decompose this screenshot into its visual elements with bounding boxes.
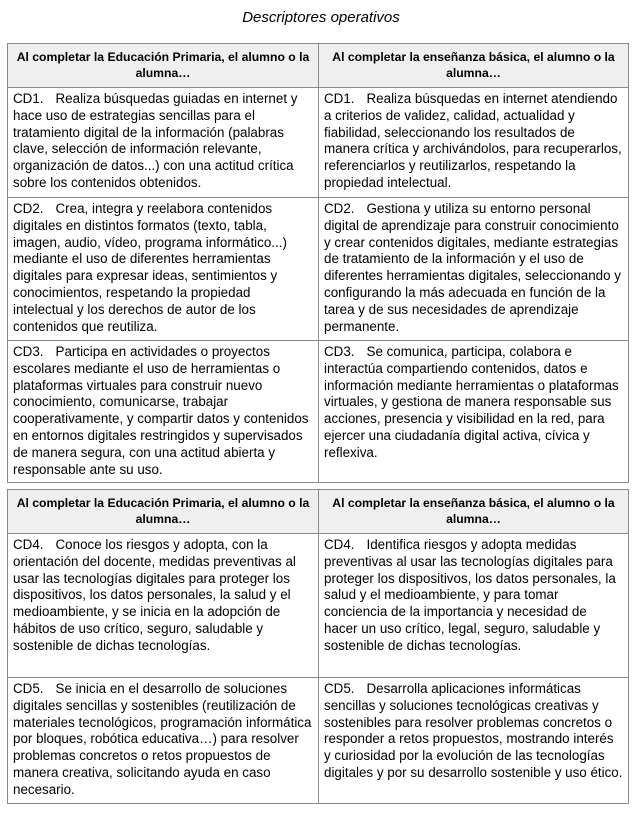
cell-basica-cd5 — [319, 678, 629, 804]
table-row-cd4 — [8, 534, 629, 678]
descriptor-code: CD2. — [13, 201, 44, 216]
descriptor-code: CD5. — [324, 681, 355, 696]
descriptor-text: Realiza búsquedas en internet atendiendo a criterios de validez, calidad, actualidad y fiabilidad, seleccionando los resultados de manera crítica y archivándolos, para recuperarlos, referenciarlos y reutilizarlos, respetando la propiedad intelectual. — [324, 91, 622, 190]
table-row-cd5 — [8, 678, 629, 804]
descriptor-code: CD4. — [324, 537, 355, 552]
descriptor-code: CD1. — [13, 91, 44, 106]
cell-basica-cd1 — [319, 88, 629, 198]
header-primaria: Al completar la Educación Primaria, el alumno o la alumna… — [8, 44, 319, 88]
descriptors-table-part-1 — [7, 43, 629, 483]
cell-basica-cd3 — [319, 341, 629, 483]
table-header-row — [8, 490, 629, 534]
cell-primaria-cd1 — [8, 88, 319, 198]
header-basica: Al completar la enseñanza básica, el alumno o la alumna… — [319, 44, 629, 88]
descriptor-code: CD1. — [324, 91, 355, 106]
cell-basica-cd4 — [319, 534, 629, 678]
descriptor-code: CD5. — [13, 681, 44, 696]
descriptors-table-part-2 — [7, 489, 629, 804]
descriptor-text: Conoce los riesgos y adopta, con la orientación del docente, medidas preventivas al usar las tecnologías digitales para proteger los dispositivos, los datos personales, la salud y el medioambiente, y se inicia en la adopción de hábitos de uso crítico, seguro, saludable y sostenible de dichas tecnologías. — [13, 537, 296, 653]
table-row-cd1 — [8, 88, 629, 198]
cell-basica-cd2 — [319, 198, 629, 341]
descriptor-text: Realiza búsquedas guiadas en internet y hace uso de estrategias sencillas para el tratamiento digital de la información (palabras clave, selección de información relevante, organización de datos...) con una actitud crítica sobre los contenidos obtenidos. — [13, 91, 298, 190]
cell-primaria-cd4 — [8, 534, 319, 678]
cell-primaria-cd3 — [8, 341, 319, 483]
descriptor-code: CD2. — [324, 201, 355, 216]
table-header-row — [8, 44, 629, 88]
cell-primaria-cd2 — [8, 198, 319, 341]
cell-primaria-cd5 — [8, 678, 319, 804]
descriptor-code: CD3. — [324, 344, 355, 359]
table-row-cd2 — [8, 198, 629, 341]
descriptor-code: CD3. — [13, 344, 44, 359]
descriptor-text: Gestiona y utiliza su entorno personal digital de aprendizaje para construir conocimiento y crear contenidos digitales, mediante estrategias de tratamiento de la información y el uso de diferentes herramientas digitales, seleccionando y configurando la más adecuada en función de la tarea y de sus necesidades de aprendizaje permanente. — [324, 201, 621, 334]
header-primaria: Al completar la Educación Primaria, el alumno o la alumna… — [8, 490, 319, 534]
header-basica: Al completar la enseñanza básica, el alumno o la alumna… — [319, 490, 629, 534]
descriptor-code: CD4. — [13, 537, 44, 552]
descriptor-text: Participa en actividades o proyectos escolares mediante el uso de herramientas o plataformas virtuales para construir nuevo conocimiento, comunicarse, trabajar cooperativamente, y compartir datos y contenidos en entornos digitales restringidos y supervisados de manera segura, con una actitud abierta y responsable ante su uso. — [13, 344, 309, 477]
descriptor-text: Identifica riesgos y adopta medidas preventivas al usar las tecnologías digitales para proteger los dispositivos, los datos personales, la salud y el medioambiente, y para tomar conciencia de la importancia y necesidad de hacer un uso crítico, legal, seguro, saludable y sostenible de dichas tecnologías. — [324, 537, 616, 653]
descriptor-text: Crea, integra y reelabora contenidos digitales en distintos formatos (texto, tabla, imagen, audio, vídeo, programa informático...) mediante el uso de diferentes herramientas digitales para expresar ideas, sentimientos y conocimientos, respetando la propiedad intelectual y los derechos de autor de los contenidos que reutiliza. — [13, 201, 287, 334]
table-row-cd3 — [8, 341, 629, 483]
descriptor-text: Se inicia en el desarrollo de soluciones digitales sencillas y sostenibles (reutilización de materiales tecnológicos, programación informática por bloques, robótica educativa…) para resolver problemas concretos o retos propuestos de manera creativa, solicitando ayuda en caso necesario. — [13, 681, 312, 797]
table-caption: Descriptores operativos — [242, 9, 400, 26]
descriptor-text: Desarrolla aplicaciones informáticas sencillas y soluciones tecnológicas creativas y sostenibles para resolver problemas concretos o responder a retos propuestos, mostrando interés y curiosidad por la evolución de las tecnologías digitales y por su desarrollo sostenible y uso ético. — [324, 681, 623, 780]
descriptor-text: Se comunica, participa, colabora e interactúa compartiendo contenidos, datos e información mediante herramientas o plataformas virtuales, y gestiona de manera responsable sus acciones, presencia y visibilidad en la red, para ejercer una ciudadanía digital activa, cívica y reflexiva. — [324, 344, 619, 460]
